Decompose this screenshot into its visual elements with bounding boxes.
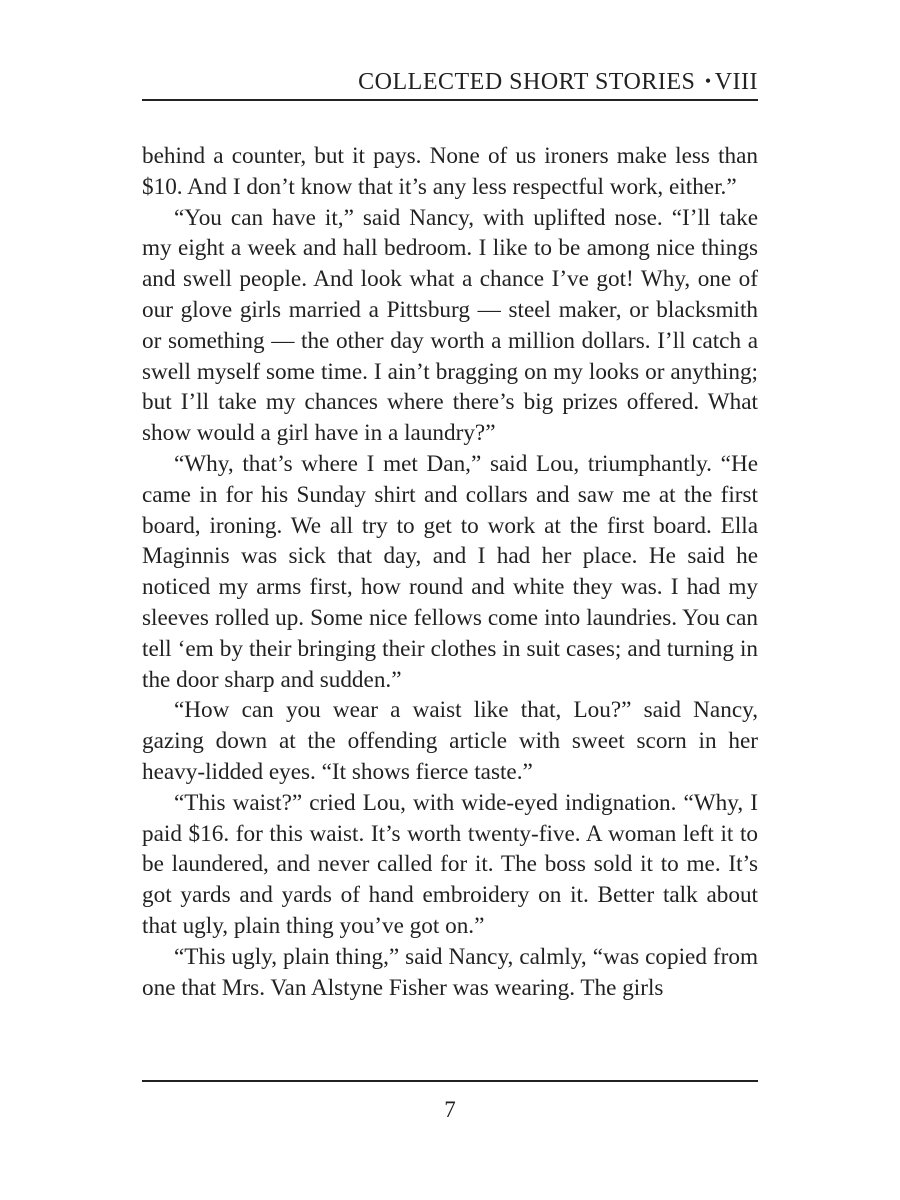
header-rule bbox=[142, 99, 758, 101]
book-title: COLLECTED SHORT STORIES bbox=[358, 69, 696, 95]
paragraph: “This waist?” cried Lou, with wide-eyed indignation. “Why, I paid $16. for this waist. It’s worth twenty-five. A woman left it to be laundered, and never called for it. The boss sold it to me. It’s got yards and yards of hand embroidery on it. Better talk about that ugly, plain thing you’ve got on.” bbox=[142, 789, 758, 939]
running-header bbox=[142, 66, 758, 97]
bullet-separator: • bbox=[704, 71, 712, 91]
page-number: 7 bbox=[444, 1097, 456, 1122]
footer-rule bbox=[142, 1080, 758, 1082]
paragraph: “How can you wear a waist like that, Lou?” said Nancy, gazing down at the offending article with sweet scorn in her heavy-lidded eyes. “It shows fierce taste.” bbox=[142, 697, 758, 785]
volume-number: VIII bbox=[714, 69, 758, 95]
paragraph: behind a counter, but it pays. None of us ironers make less than $10. And I don’t know that it’s any less respectful work, either.” bbox=[142, 143, 758, 200]
paragraph: “You can have it,” said Nancy, with uplifted nose. “I’ll take my eight a week and hall bedroom. I like to be among nice things and swell people. And look what a chance I’ve got! Why, one of our glove girls married a Pittsburg — steel maker, or blacksmith or something — the other day worth a million dollars. I’ll catch a swell myself some time. I ain’t bragging on my looks or anything; but I’ll take my chances where there’s big prizes offered. What show would a girl have in a laundry?” bbox=[142, 204, 758, 447]
body-text bbox=[142, 141, 758, 1003]
paragraph: “Why, that’s where I met Dan,” said Lou, triumphantly. “He came in for his Sunday shirt and collars and saw me at the first board, ironing. We all try to get to work at the first board. Ella Maginnis was sick that day, and I had her place. He said he noticed my arms first, how round and white they was. I had my sleeves rolled up. Some nice fellows come into laundries. You can tell ‘em by their bringing their clothes in suit cases; and turning in the door sharp and sudden.” bbox=[142, 450, 758, 693]
paragraph: “This ugly, plain thing,” said Nancy, calmly, “was copied from one that Mrs. Van Alstyne Fisher was wearing. The girls bbox=[142, 943, 758, 1001]
